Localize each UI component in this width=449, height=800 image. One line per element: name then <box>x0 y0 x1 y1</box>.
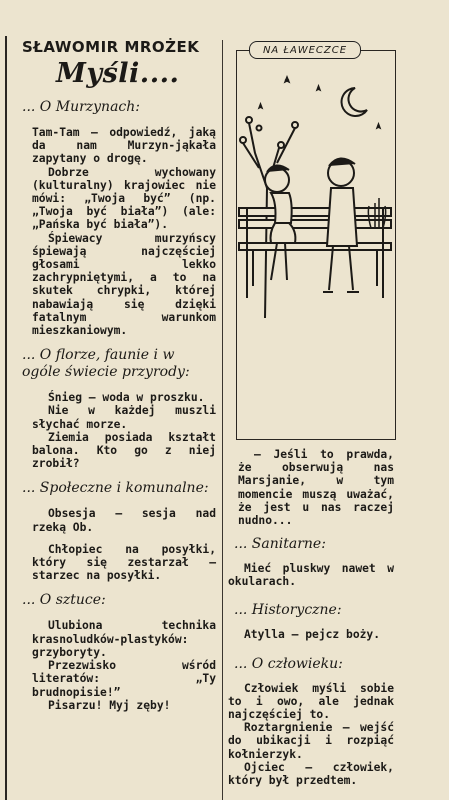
cartoon-label: NA ŁAWECZCE <box>249 41 361 59</box>
section-heading: ... O człowieku: <box>234 655 343 672</box>
paragraph: Dobrze wychowany (kulturalny) krajowiec nie mówi: „Twoja być” (np. „Twoja być biała”) (ale: „Pańska być biała”). <box>32 165 216 232</box>
paragraph: Roztargnienie — wejść do ubikacji i rozpiąć kołnierzyk. <box>228 721 394 761</box>
section-heading: ... O florze, faunie i w ogóle świecie przyrody: <box>22 347 190 381</box>
section-heading: ... Historyczne: <box>234 602 342 619</box>
star-icon <box>259 77 380 128</box>
section-spoleczne <box>16 480 216 582</box>
paragraph: Mieć pluskwy nawet w okularach. <box>228 562 394 589</box>
right-column <box>228 536 394 787</box>
paragraph: Tam-Tam — odpowiedź, jaką da nam Murzyn-jąkała zapytany o drogę. <box>32 126 216 166</box>
paragraph: Śnieg — woda w proszku. <box>48 391 205 405</box>
paragraph: Ojciec — człowiek, który był przedtem. <box>228 760 394 788</box>
section-heading: ... O sztuce: <box>22 592 106 609</box>
cartoon-caption <box>238 448 394 527</box>
section-czlowiek <box>228 656 394 788</box>
paragraph: Przezwisko wśród literatów: „Ty brudnopisie!” <box>32 659 216 699</box>
left-column <box>16 38 216 712</box>
paragraph: Chłopiec na posyłki, który się zestarzał — starzec na posyłki. <box>32 542 216 583</box>
article-title: Myśli.... <box>56 58 180 89</box>
cartoon-illustration <box>237 68 397 318</box>
paragraph: Obsesja — sesja nad rzeką Ob. <box>32 507 216 534</box>
paragraph: Ulubiona technika krasnoludków-plastyków: grzyboryty. <box>32 619 216 659</box>
section-sanitarne <box>228 536 394 588</box>
section-heading: ... O Murzynach: <box>22 99 140 115</box>
paragraph: Pisarzu! Myj zęby! <box>48 698 171 712</box>
paragraph: Ziemia posiada kształt balona. Kto go z niej zrobił? <box>32 430 216 471</box>
section-heading: ... Społeczne i komunalne: <box>22 480 209 497</box>
left-edge-rule <box>5 36 7 800</box>
man-figure <box>323 158 359 292</box>
section-historyczne <box>228 602 394 641</box>
section-przyroda <box>16 347 216 470</box>
paragraph: Atylla — pejcz boży. <box>244 628 381 642</box>
author-name: SŁAWOMIR MROŻEK <box>22 38 200 56</box>
caption-text: — Jeśli to prawda, że obserwują nas Marsjanie, w tym momencie muszą uważać, że jest u nas raczej nudno... <box>238 448 394 528</box>
section-murzyni <box>16 99 216 337</box>
paragraph: Nie w każdej muszli słychać morze. <box>32 404 216 431</box>
section-heading: ... Sanitarne: <box>234 536 326 552</box>
paragraph: Śpiewacy murzyńscy śpiewają najczęściej głosami lekko zachrypniętymi, a to na skutek chrypki, której nabawiają się dzięki fatalnym warunkom mieszkaniowym. <box>32 231 216 338</box>
moon-icon <box>342 88 367 116</box>
column-rule <box>222 40 223 800</box>
bench-icon <box>239 208 391 298</box>
section-sztuka <box>16 592 216 711</box>
paragraph: Człowiek myśli sobie to i owo, ale jednak najczęściej to. <box>228 681 394 722</box>
